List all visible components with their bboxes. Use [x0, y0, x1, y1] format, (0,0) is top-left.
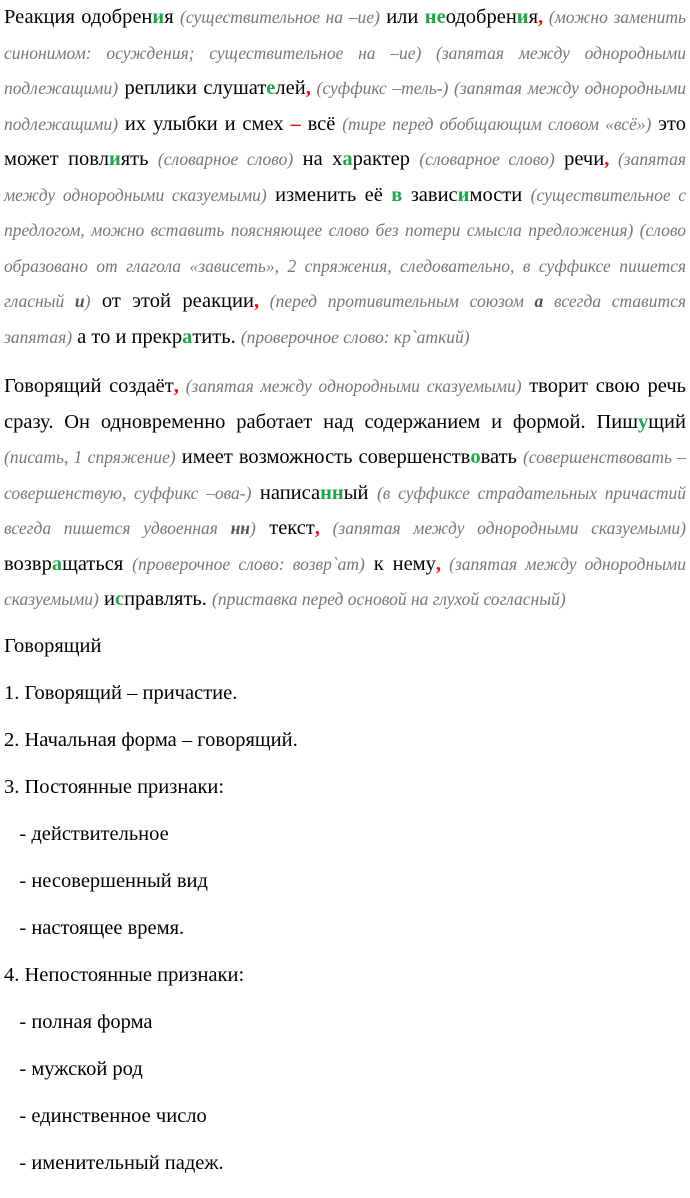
text-segment: Реакция одобрен: [4, 6, 153, 28]
highlighted-letter: в: [391, 183, 403, 206]
comment-bold-letter: и: [74, 291, 85, 311]
text-segment: возвр: [4, 552, 52, 575]
text-segment: их улыбки и смех: [118, 112, 291, 135]
comment-segment: (словарное слово): [157, 149, 294, 169]
text-segment: текст: [255, 517, 315, 539]
text-segment: это может повл: [4, 112, 686, 170]
text-segment: одобрен: [445, 6, 517, 28]
paragraph: [4, 0, 686, 355]
comment-segment: (совершенствовать – совершенствую, суффикс –ова-): [4, 447, 686, 503]
highlighted-letter: и: [516, 6, 529, 28]
text-segment: и: [98, 588, 115, 610]
text-segment: рактер: [352, 148, 420, 170]
analysis-item: 2. Начальная форма – говорящий.: [4, 728, 298, 751]
text-segment: ый: [343, 481, 377, 504]
text-segment: щий: [648, 410, 686, 433]
highlighted-punctuation: ,: [173, 375, 179, 397]
text-segment: речи: [554, 148, 605, 170]
comment-segment: (запятая между однородными сказуемыми): [4, 149, 687, 205]
comment-segment: (в суффиксе страдательных причастий всегда пишется удвоенная: [4, 482, 686, 538]
highlighted-letter: нн: [320, 481, 344, 504]
highlighted-punctuation: ,: [538, 6, 544, 28]
comment-segment: ): [250, 518, 256, 538]
text-segment: или: [379, 6, 425, 28]
highlighted-punctuation: ,: [604, 148, 610, 170]
highlighted-letter: и: [457, 183, 470, 206]
text-segment: изменить её: [266, 183, 392, 206]
highlighted-letter: а: [182, 325, 193, 348]
comment-segment: (писать, 1 спряжение): [4, 447, 176, 467]
analysis-item: - именительный падеж.: [4, 1151, 224, 1174]
analysis-item: - действительное: [4, 822, 169, 845]
text-body: [4, 0, 686, 618]
comment-segment: (словарное слово): [419, 149, 555, 169]
comment-segment: (запятая между однородными сказуемыми): [319, 518, 686, 538]
text-segment: имеет возможность совершенств: [175, 446, 471, 468]
analysis-item: - несовершенный вид: [4, 869, 208, 892]
text-segment: а то и прекр: [72, 325, 183, 348]
comment-segment: (приставка перед основой на глухой согласный): [212, 589, 566, 609]
text-segment: реплики слушат: [118, 77, 267, 99]
highlighted-letter: и: [108, 148, 121, 170]
highlighted-letter: а: [342, 148, 353, 170]
text-segment: от этой реакции: [90, 290, 254, 312]
highlighted-letter: не: [424, 6, 446, 28]
analysis-item: - настоящее время.: [4, 916, 185, 939]
comment-bold-letter: а: [534, 291, 544, 311]
text-segment: Говорящий создаёт: [4, 375, 174, 397]
highlighted-letter: е: [266, 77, 276, 99]
highlighted-punctuation: ,: [314, 517, 320, 539]
text-segment: завис: [402, 183, 458, 206]
comment-segment: (запятая между однородными сказуемыми): [4, 553, 686, 609]
text-segment: ять: [120, 148, 158, 170]
highlighted-letter: о: [470, 446, 481, 468]
comment-segment: (проверочное слово: кр`аткий): [240, 326, 470, 347]
text-segment: всё: [300, 112, 343, 135]
analysis-item: - полная форма: [4, 1010, 153, 1033]
paragraph: [4, 369, 686, 618]
morphological-analysis: [4, 634, 686, 1198]
comment-segment: (запятая между однородными сказуемыми): [178, 376, 522, 396]
analysis-title: Говорящий: [4, 634, 102, 657]
highlighted-punctuation: ,: [435, 552, 442, 575]
highlighted-letter: и: [152, 6, 165, 28]
comment-segment: (проверочное слово: возвр`ат): [132, 553, 365, 574]
comment-segment: (существительное на –ие): [180, 7, 380, 27]
comment-segment: (можно заменить синонимом: осуждения; существительное на –ие) (запятая между однородными подлежащими): [4, 7, 687, 98]
text-segment: щаться: [62, 552, 133, 575]
text-segment: я: [528, 6, 539, 28]
comment-segment: (суффикс –тель-) (запятая между однородными подлежащими): [4, 78, 687, 134]
comment-bold-letter: нн: [230, 518, 250, 538]
highlighted-letter: с: [114, 588, 125, 610]
text-segment: написа: [251, 481, 321, 504]
text-segment: мости: [469, 183, 531, 206]
analysis-item: 1. Говорящий – причастие.: [4, 681, 238, 704]
highlighted-punctuation: ,: [305, 77, 311, 99]
highlighted-punctuation: –: [290, 112, 301, 135]
text-segment: лей: [275, 77, 306, 99]
analysis-item: - мужской род: [4, 1057, 143, 1080]
text-segment: я: [164, 6, 181, 28]
comment-segment: всегда ставится запятая): [4, 291, 686, 347]
highlighted-letter: а: [51, 552, 63, 575]
highlighted-punctuation: ,: [253, 290, 260, 312]
text-segment: тить.: [192, 325, 241, 348]
analysis-item: 3. Постоянные признаки:: [4, 775, 225, 798]
analysis-item: - единственное число: [4, 1104, 207, 1127]
comment-segment: (перед противительным союзом: [259, 291, 535, 311]
analysis-item: 4. Непостоянные признаки:: [4, 963, 245, 986]
text-segment: на х: [293, 148, 343, 170]
text-segment: вать: [480, 446, 523, 468]
comment-segment: (тире перед обобщающим словом «всё»): [342, 113, 652, 134]
comment-segment: ): [84, 291, 91, 311]
comment-segment: (существительное с предлогом, можно вставить поясняющее слово без потери смысла предложения) (слово образовано от глагола «зависеть», 2 спряжения, следовательно, в суффиксе пишется гласный: [4, 184, 687, 311]
highlighted-letter: у: [638, 410, 649, 433]
text-segment: творит свою речь сразу. Он одновременно работает над содержанием и формой. Пиш: [4, 375, 686, 433]
text-segment: к нему: [364, 552, 436, 575]
text-segment: правлять.: [124, 588, 213, 610]
